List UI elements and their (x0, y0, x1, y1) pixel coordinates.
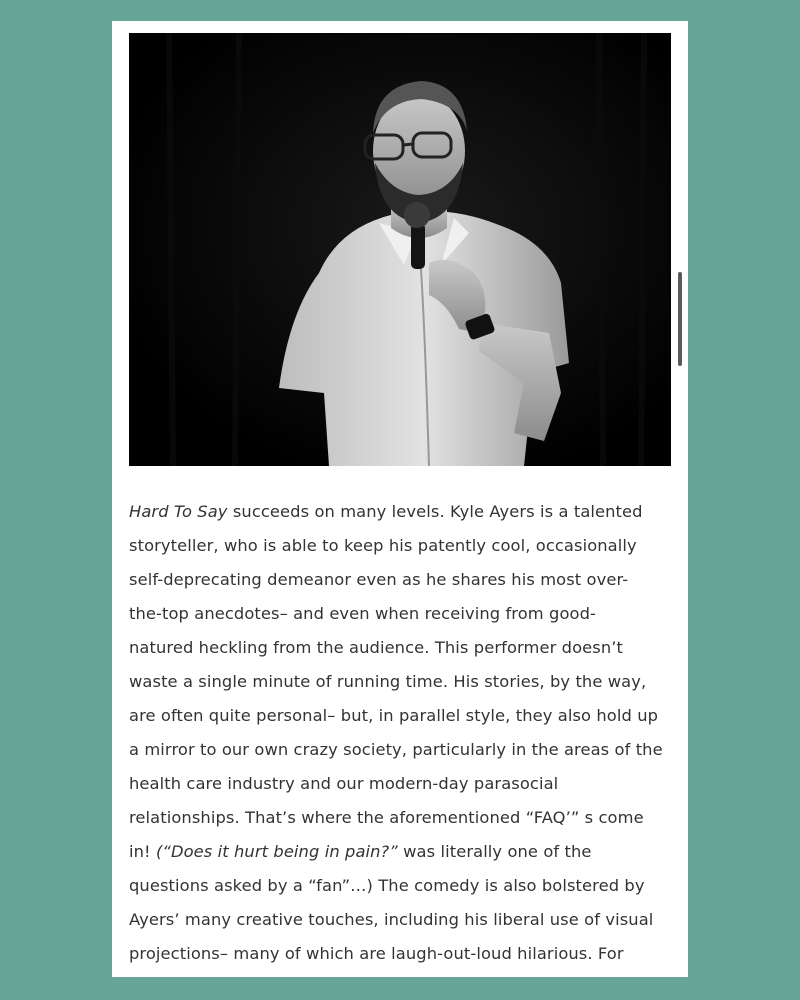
article-line: questions asked by a “fan”…) The comedy is also bolstered by (129, 876, 645, 895)
article-line: natured heckling from the audience. This performer doesn’t (129, 638, 624, 657)
article-line: health care industry and our modern-day parasocial (129, 774, 559, 793)
quoted-question: (“Does it hurt being in pain?” (155, 842, 398, 861)
article-line: Ayers’ many creative touches, including his liberal use of visual (129, 910, 654, 929)
article-line: Hard To Say succeeds on many levels. Kyle Ayers is a talented (129, 502, 643, 521)
article-body (129, 495, 675, 971)
article-line: a mirror to our own crazy society, particularly in the areas of the (129, 740, 663, 759)
article-line: storyteller, who is able to keep his patently cool, occasionally (129, 536, 637, 555)
article-card (112, 21, 688, 977)
article-line: waste a single minute of running time. His stories, by the way, (129, 672, 647, 691)
article-line: projections– many of which are laugh-out-loud hilarious. For (129, 944, 624, 963)
article-line: relationships. That’s where the aforementioned “FAQ’” s come (129, 808, 644, 827)
article-line: self-deprecating demeanor even as he shares his most over- (129, 570, 629, 589)
article-line: in! (“Does it hurt being in pain?” was literally one of the (129, 842, 592, 861)
article-photo (129, 33, 671, 466)
article-line: the-top anecdotes– and even when receiving from good- (129, 604, 596, 623)
show-title: Hard To Say (129, 502, 228, 521)
article-line: are often quite personal– but, in parallel style, they also hold up (129, 706, 659, 725)
scrollbar-thumb[interactable] (678, 272, 682, 366)
performer-photo (129, 33, 671, 466)
